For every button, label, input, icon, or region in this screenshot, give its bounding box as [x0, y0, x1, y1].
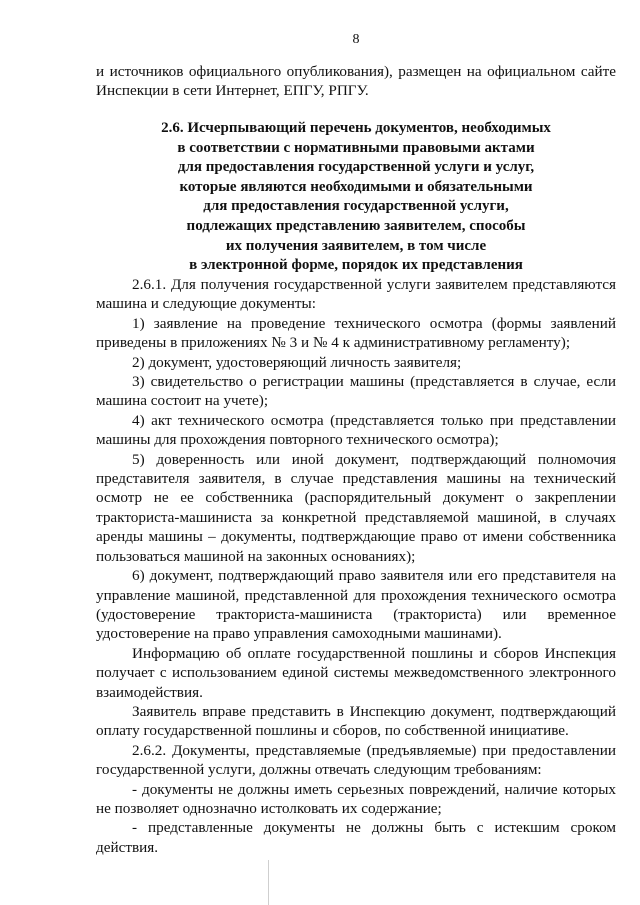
heading-line: которые являются необходимыми и обязательными — [179, 178, 533, 195]
heading-line: для предоставления государственной услуги и услуг, — [177, 159, 535, 176]
paragraph-fee-info: Информацию об оплате государственной пошлины и сборов Инспекция получает с использованием единой системы межведомственного электронного взаимодействия. — [96, 644, 616, 701]
heading-line: в соответствии с нормативными правовыми актами — [177, 139, 535, 156]
document-body — [96, 275, 616, 857]
scan-fold-line — [268, 860, 269, 905]
list-item-3: 3) свидетельство о регистрации машины (представляется в случае, если машина состоит на учете); — [96, 373, 616, 410]
paragraph-applicant-right: Заявитель вправе представить в Инспекцию документ, подтверждающий оплату государственной пошлины и сборов, по собственной инициативе. — [96, 702, 616, 740]
heading-line: 2.6. Исчерпывающий перечень документов, необходимых — [161, 120, 551, 136]
heading-line: для предоставления государственной услуги, — [203, 198, 509, 215]
paragraph-2-6-2: 2.6.2. Документы, представляемые (предъявляемые) при предоставлении государственной услуги, должны отвечать следующим требованиям: — [96, 741, 616, 779]
heading-line: подлежащих представлению заявителем, способы — [186, 217, 526, 234]
page-number: 8 — [352, 32, 360, 47]
list-item-2: 2) документ, удостоверяющий личность заявителя; — [132, 353, 462, 371]
list-item-5: 5) доверенность или иной документ, подтверждающий полномочия представителя заявителя, в случае представления машины на технический осмотр не ее собственника (распорядительный документ о закреплении тракториста-машиниста за конкретной представляемой машиной, в случаях аренды машины – документы, подтверждающие право от имени собственника пользоваться машиной на законных основаниях); — [96, 450, 616, 565]
heading-line: их получения заявителем, в том числе — [225, 237, 487, 254]
paragraph-2-6-1: 2.6.1. Для получения государственной услуги заявителем представляются машина и следующие документы: — [96, 276, 616, 313]
list-item-4: 4) акт технического осмотра (представляется только при представлении машины для прохождения повторного технического осмотра); — [96, 411, 616, 449]
list-item-1: 1) заявление на проведение технического осмотра (формы заявлений приведены в приложениях № 3 и № 4 к административному регламенту); — [96, 314, 616, 352]
requirement-item: - документы не должны иметь серьезных повреждений, наличие которых не позволяет однозначно истолковать их содержание; — [96, 780, 616, 817]
intro-paragraph: и источников официального опубликования), размещен на официальном сайте Инспекции в сети Интернет, ЕПГУ, РПГУ. — [96, 63, 616, 100]
list-item-6: 6) документ, подтверждающий право заявителя или его представителя на управление машиной, представленной для прохождения технического осмотра (удостоверение тракториста-машиниста (тракториста) или временное удостоверение на право управления самоходными машинами). — [96, 567, 616, 643]
requirement-item: - представленные документы не должны быть с истекшим сроком действия. — [96, 819, 616, 856]
heading-line: в электронной форме, порядок их представления — [189, 257, 523, 274]
section-heading — [96, 119, 616, 276]
